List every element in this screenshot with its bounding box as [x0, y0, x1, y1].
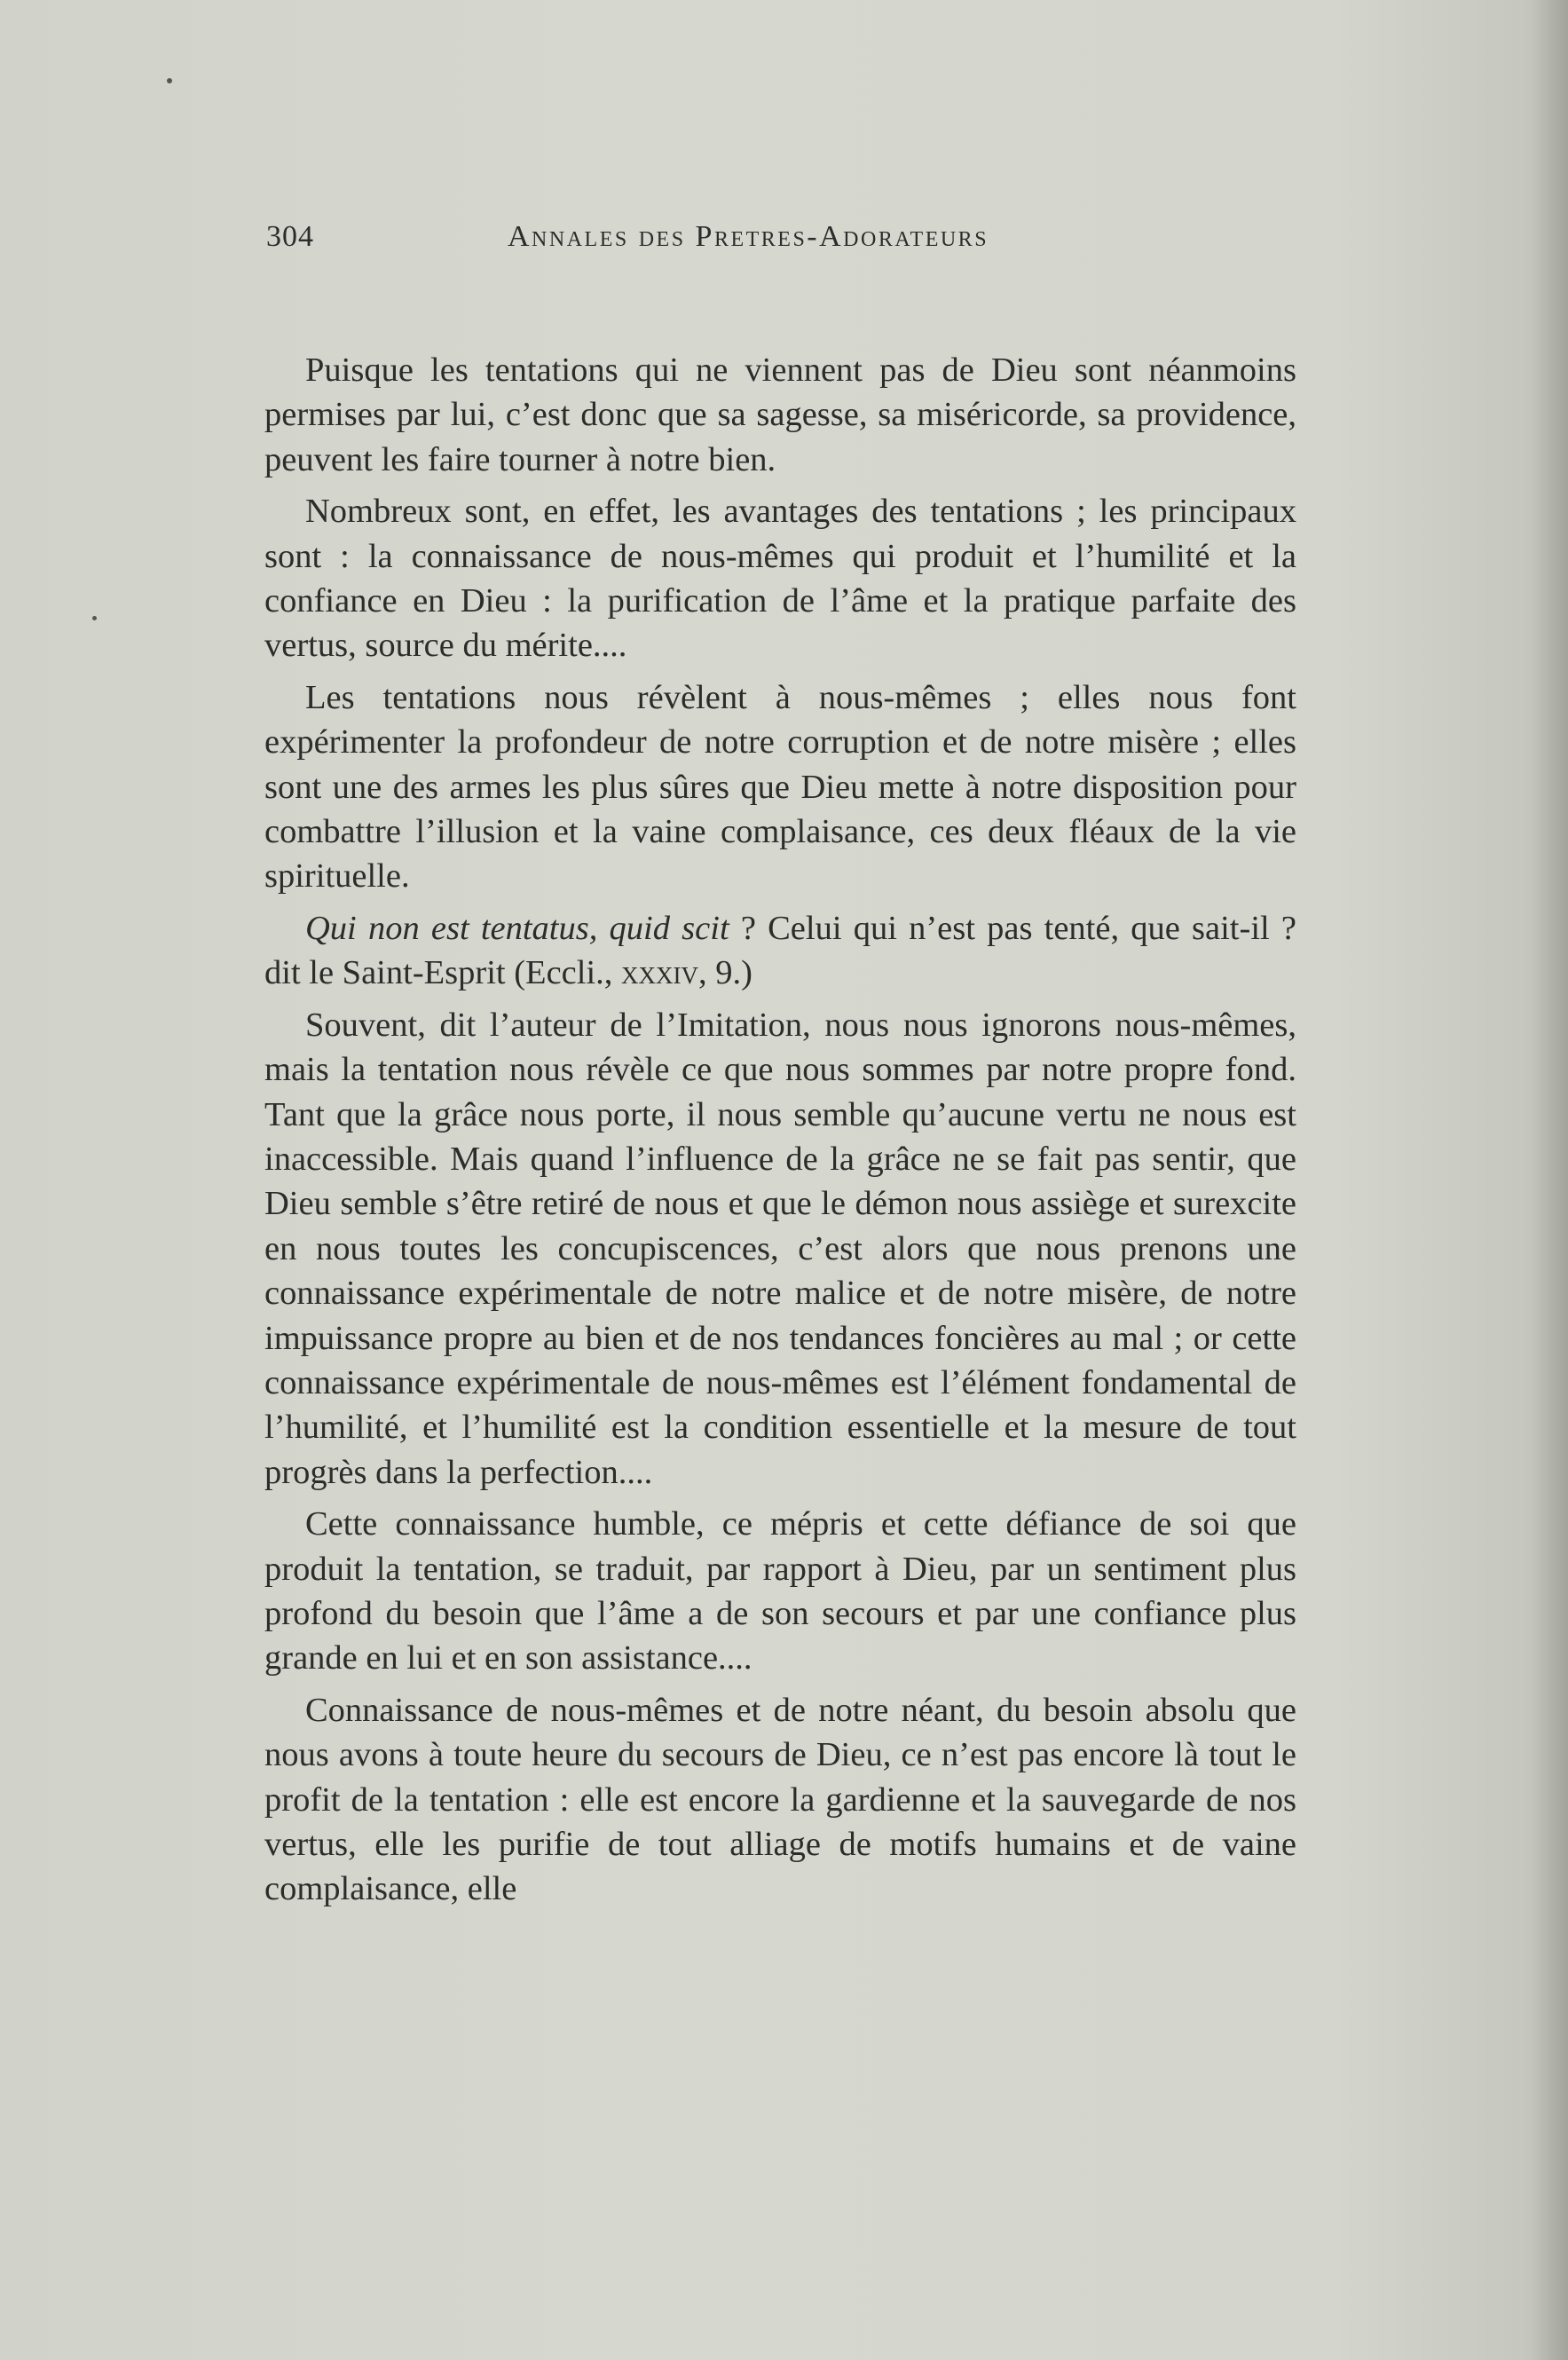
page-number: 304	[266, 220, 314, 253]
latin-quotation: Qui non est tentatus, quid scit	[305, 909, 729, 947]
paragraph: Cette connaissance humble, ce mépris et cette défiance de soi que produit la tentation, se traduit, par rapport à Dieu, par un sentiment plus profond du besoin que l’âme a de son secours et par une confiance plus grande en lui et en son assistance....	[264, 1505, 1296, 1677]
paragraph-text: ? Celui qui n’est pas tenté, que sait-il ? dit le Saint-Esprit (Eccli.,	[264, 909, 1296, 992]
paragraph-text: , 9.)	[698, 954, 752, 992]
paragraph: Puisque les tentations qui ne viennent pas de Dieu sont néanmoins permises par lui, c’est donc que sa sagesse, sa miséricorde, sa providence, peuvent les faire tourner à notre bien.	[264, 351, 1296, 478]
paragraph	[264, 906, 1296, 996]
paragraph: Connaissance de nous-mêmes et de notre néant, du besoin absolu que nous avons à toute heure du secours de Dieu, ce n’est pas encore là tout le profit de la tentation : elle est encore la gardienne et la sauvegarde de nos vertus, elle les purifie de tout alliage de motifs humains et de vaine complaisance, elle	[264, 1691, 1296, 1908]
running-header	[266, 220, 1300, 264]
paper-speck	[167, 78, 172, 83]
paragraph: Nombreux sont, en effet, les avantages des tentations ; les principaux sont : la connaissance de nous-mêmes qui produit et l’humilité et la confiance en Dieu : la purification de l’âme et la pratique parfaite des vertus, source du mérite....	[264, 493, 1296, 665]
paragraph: Souvent, dit l’auteur de l’Imitation, nous nous ignorons nous-mêmes, mais la tentation nous révèle ce que nous sommes par notre propre fond. Tant que la grâce nous porte, il nous semble qu’aucune vertu ne nous est inaccessible. Mais quand l’influence de la grâce ne se fait pas sentir, que Dieu semble s’être retiré de nous et que le démon nous assiège et surexcite en nous toutes les concupiscences, c’est alors que nous prenons une connaissance expérimentale de notre malice et de notre misère, de notre impuissance propre au bien et de nos tendances foncières au mal ; or cette connaissance expérimentale de nous-mêmes est l’élément fondamental de l’humilité, et l’humilité est la condition essentielle et la mesure de tout progrès dans la perfection....	[264, 1006, 1296, 1491]
paragraph: Les tentations nous révèlent à nous-mêmes ; elles nous font expérimenter la profondeur de notre corruption et de notre misère ; elles sont une des armes les plus sûres que Dieu mette à notre disposition pour combattre l’illusion et la vaine complaisance, ces deux fléaux de la vie spirituelle.	[264, 678, 1296, 896]
page-edge-shadow	[1533, 0, 1568, 2360]
roman-numeral: xxxiv	[621, 954, 699, 992]
body-text	[264, 348, 1296, 1919]
running-title: Annales des Pretres-Adorateurs	[508, 220, 989, 253]
paper-speck	[92, 616, 97, 620]
